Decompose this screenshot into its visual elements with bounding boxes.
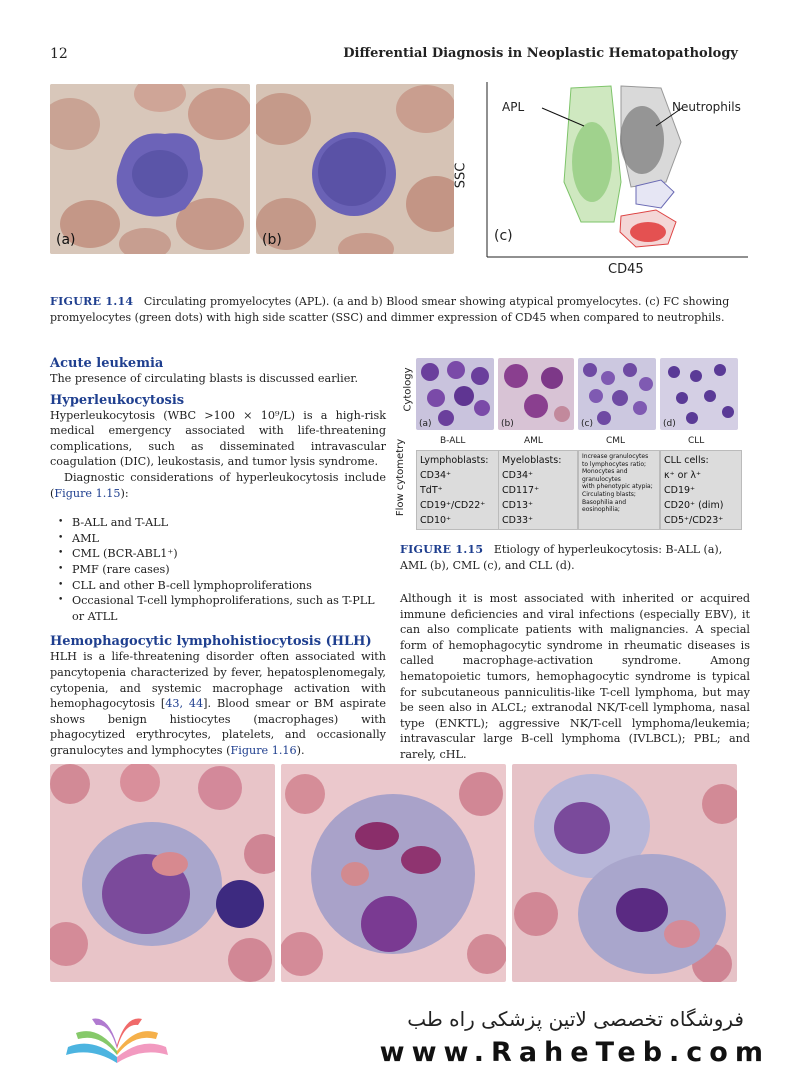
list-item: • Occasional T-cell lymphoproliferations, such as T-PLL or ATLL <box>50 593 386 624</box>
running-title: Differential Diagnosis in Neoplastic Hematopathology <box>343 46 738 61</box>
flow-line: CD117⁺ <box>502 485 540 496</box>
flow-line: CLL cells: <box>664 455 709 466</box>
flow-line: CD34⁺ <box>420 470 452 481</box>
hemophagocytosis-image-3 <box>512 764 737 982</box>
figure-1-16-link[interactable]: Figure 1.16 <box>230 743 297 757</box>
flow-line: CD13⁺ <box>502 500 534 511</box>
panel-label-a: (a) <box>56 232 76 248</box>
flow-line: Increase granulocytes <box>582 453 649 460</box>
flow-line: CD34⁺ <box>502 470 534 481</box>
panel-name-a: B-ALL <box>440 436 466 446</box>
diag-text: Diagnostic considerations of hyperleukocytosis include ( <box>50 470 386 500</box>
flow-line: with phenotypic atypia; <box>582 483 653 491</box>
flow-box-b <box>498 450 578 530</box>
cytology-image-b <box>498 358 574 430</box>
flow-line: CD10⁺ <box>420 515 452 526</box>
list-item: • CML (BCR-ABL1⁺) <box>50 546 386 562</box>
caption-text: Etiology of hyperleukocytosis: B-ALL (a), AML (b), CML (c), and CLL (d). <box>400 543 723 572</box>
flow-box-d <box>660 450 742 530</box>
cytology-image-c <box>578 358 656 430</box>
panel-tag-d: (d) <box>663 419 676 429</box>
blood-smear-image-b <box>256 84 454 254</box>
right-paragraph: Although it is most associated with inherited or acquired immune deficiencies and viral infections (especially EBV), it can also complicate patients with malignancies. A special form of hemophagocytic syndrome in rheumatic diseases is called macrophage-activation syndrome. Among hematopoietic tumors, hemophagocytic syndrome is typical for subcutaneous panniculitis-like T-cell lymphoma, but may be seen also in ALCL; extranodal NK/T-cell lymphoma, nasal type (ENKTL); aggressive NK/T-cell lymphoma/leukemia; intravascular large B-cell lymphoma (IVLBCL); PBL; and rarely, cHL. <box>400 592 750 761</box>
section-heading-hlh: Hemophagocytic lymphohistiocytosis (HLH) <box>50 634 372 650</box>
flow-line: Myeloblasts: <box>502 455 562 466</box>
flow-box-a <box>416 450 500 530</box>
diagnostic-paragraph <box>50 470 386 501</box>
flow-line: CD19⁺/CD22⁺ <box>420 500 486 511</box>
micrograph-a <box>50 84 250 254</box>
flow-line: CD33⁺ <box>502 515 534 526</box>
hlh-end: ). <box>296 743 305 757</box>
flow-cytometry-plot <box>453 82 752 282</box>
flow-line: Lymphoblasts: <box>420 455 489 466</box>
watermark-site-text: www.RaheTeb.com <box>379 1037 770 1068</box>
section-heading-hyperleukocytosis: Hyperleukocytosis <box>50 392 185 408</box>
panel-name-b: AML <box>524 436 543 446</box>
watermark-persian-text: فروشگاه تخصصی لاتین پزشکی راه طب <box>407 1007 744 1031</box>
cytology-image-a <box>416 358 494 430</box>
reference-link[interactable]: 43, 44 <box>165 697 204 711</box>
panel-label-b: (b) <box>262 232 282 248</box>
micrograph-hlh-2 <box>281 764 506 982</box>
figure-1-15-link[interactable]: Figure 1.15 <box>54 486 121 500</box>
blood-smear-image-a <box>50 84 250 254</box>
flow-line: TdT⁺ <box>420 485 443 496</box>
cytology-label: Cytology <box>402 367 414 412</box>
flow-line: to lymphocytes ratio; <box>582 460 647 468</box>
differential-list <box>50 515 386 624</box>
diag-end: ): <box>120 486 129 500</box>
panel-name-c: CML <box>606 436 626 446</box>
panel-tag-c: (c) <box>581 419 593 429</box>
panel-label-c: (c) <box>494 228 513 244</box>
flow-line: κ⁺ or λ⁺ <box>664 470 702 481</box>
hemophagocytosis-image-2 <box>281 764 506 982</box>
flow-box-c <box>578 450 660 530</box>
hemophagocytosis-image-1 <box>50 764 275 982</box>
list-item: • B-ALL and T-ALL <box>50 515 386 531</box>
micrograph-hlh-1 <box>50 764 275 982</box>
left-column <box>50 356 386 758</box>
flow-line: eosinophilia; <box>582 506 620 514</box>
cytology-image-d <box>660 358 738 430</box>
list-item: • AML <box>50 531 386 547</box>
hlh-text: HLH is a life-threatening disorder often associated with pancytopenia characterized by fever, hepatosplenomegaly, cytopenia, and systemic macrophage activation with hemophagocytosis [ <box>50 650 386 711</box>
flow-line: CD5⁺/CD23⁺ <box>664 515 724 526</box>
micrograph-hlh-3 <box>512 764 737 982</box>
list-item: • PMF (rare cases) <box>50 562 386 578</box>
flow-cytometry-label: Flow cytometry <box>395 438 407 517</box>
watermark-footer <box>0 993 810 1079</box>
ssc-axis-label: SSC <box>453 162 469 189</box>
section-heading-acute: Acute leukemia <box>50 356 164 371</box>
list-item: • CLL and other B-cell lymphoproliferations <box>50 578 386 594</box>
flow-line: CD20⁺ (dim) <box>664 500 724 511</box>
page-number: 12 <box>50 46 68 62</box>
acute-paragraph: The presence of circulating blasts is discussed earlier. <box>50 372 359 385</box>
figure-1-15 <box>395 356 750 532</box>
book-logo-icon <box>62 1007 172 1067</box>
panel-tag-a: (a) <box>419 419 432 429</box>
flow-line: Monocytes and <box>582 468 628 476</box>
panel-tag-b: (b) <box>501 419 514 429</box>
micrograph-b <box>256 84 454 254</box>
figure-1-14-caption <box>50 294 754 326</box>
hyperleukocytosis-paragraph: Hyperleukocytosis (WBC >100 × 10⁹/L) is a high-risk medical emergency associated with life-threatening complications, such as disseminated intravascular coagulation (DIC), leukostasis, and tumor lysis syndrome. <box>50 408 386 469</box>
flow-line: Basophilia and <box>582 498 627 506</box>
figure-1-15-caption <box>400 542 750 574</box>
hlh-paragraph <box>50 649 386 758</box>
flow-line: Circulating blasts; <box>582 490 636 498</box>
neutrophils-label: Neutrophils <box>672 100 741 114</box>
figure-label: FIGURE 1.15 <box>400 543 484 556</box>
hlh-text-2: ]. Blood smear or BM aspirate shows benign histiocytes (macrophages) with phagocytized erythrocytes, platelets, and occasionally granulocytes and lymphocytes ( <box>50 697 387 757</box>
panel-name-d: CLL <box>688 436 705 446</box>
caption-text: Circulating promyelocytes (APL). (a and b) Blood smear showing atypical promyelocytes. (c) FC showing promyelocytes (green dots) with high side scatter (SSC) and dimmer expression of CD45 when compared to neutrophils. <box>50 295 730 324</box>
flow-line: granulocytes <box>582 475 621 483</box>
apl-label: APL <box>502 100 525 114</box>
flow-line: CD19⁺ <box>664 485 696 496</box>
cd45-axis-label: CD45 <box>608 262 644 277</box>
figure-label: FIGURE 1.14 <box>50 295 134 308</box>
